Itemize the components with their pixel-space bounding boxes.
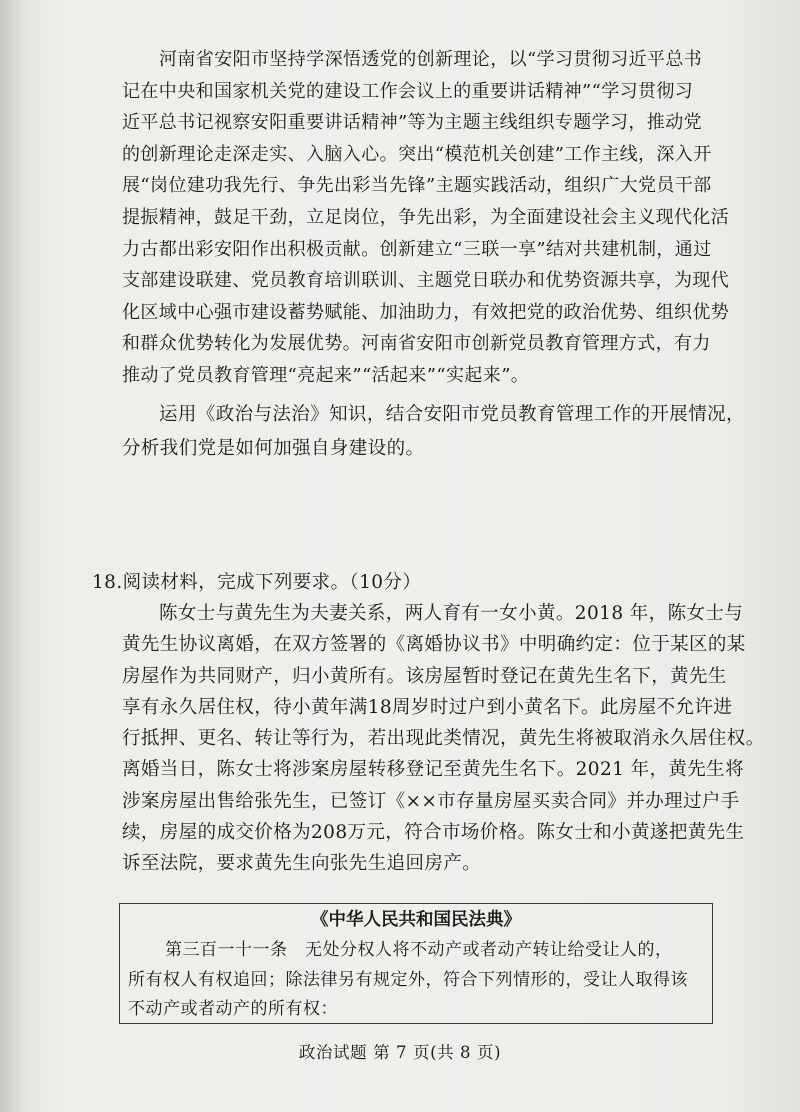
q17-material-line: 近平总书记视察安阳重要讲话精神”等为主题主线组织专题学习，推动党 bbox=[122, 112, 702, 134]
q17-material-line: 的创新理论走深走实、入脑入心。突出“模范机关创建”工作主线，深入开 bbox=[122, 143, 712, 165]
q18-material-line: 黄先生协议离婚，在双方签署的《离婚协议书》中明确约定：位于某区的某 bbox=[122, 634, 746, 656]
q18-material-line: 诉至法院，要求黄先生向张先生追回房产。 bbox=[122, 853, 482, 875]
q17-material-line: 河南省安阳市坚持学深悟透党的创新理论，以“学习贯彻习近平总书 bbox=[159, 49, 703, 70]
q17-material-line: 化区域中心强市建设蓄势赋能、加油助力，有效把党的政治优势、组织优势 bbox=[122, 301, 730, 323]
q17-material-line: 展“岗位建功我先行、争先出彩当先锋”主题实践活动，组织广大党员干部 bbox=[122, 175, 712, 197]
q18-material-line: 陈女士与黄先生为夫妻关系，两人育有一女小黄。2018 年，陈女士与 bbox=[159, 603, 744, 624]
q17-material-line: 和群众优势转化为发展优势。河南省安阳市创新党员教育管理方式，有力 bbox=[122, 333, 711, 355]
q17-material-line: 支部建设联建、党员教育培训联训、主题党日联办和优势资源共享，为现代 bbox=[122, 270, 730, 292]
q18-header: 18.阅读材料，完成下列要求。（10分） bbox=[92, 572, 422, 593]
q17-material-line: 记在中央和国家机关党的建设工作会议上的重要讲话精神”“学习贯彻习 bbox=[122, 80, 694, 102]
civil-code-text bbox=[128, 936, 688, 1025]
q17-task-line: 分析我们党是如何加强自身建设的。 bbox=[122, 438, 425, 459]
q18-material-line: 享有永久居住权，待小黄年满18周岁时过户到小黄名下。此房屋不允许进 bbox=[122, 696, 733, 718]
page-edge-shadow bbox=[0, 0, 26, 1112]
q17-material-paragraph bbox=[122, 44, 729, 392]
q18-material-line: 房屋作为共同财产，归小黄所有。该房屋暂时登记在黄先生名下，黄先生 bbox=[122, 665, 727, 687]
civil-code-line: 不动产或者动产的所有权： bbox=[128, 999, 338, 1019]
q17-material-line: 推动了党员教育管理“亮起来”“活起来”“实起来”。 bbox=[122, 364, 530, 386]
q18-material-line: 离婚当日，陈女士将涉案房屋转移登记至黄先生名下。2021 年，黄先生将 bbox=[122, 759, 744, 781]
q18-material-line: 续，房屋的成交价格为208万元，符合市场价格。陈女士和小黄遂把黄先生 bbox=[122, 822, 745, 844]
page-footer: 政治试题 第 7 页(共 8 页) bbox=[298, 1043, 502, 1062]
q17-material-line: 力古都出彩安阳作出积极贡献。创新建立“三联一享”结对共建机制，通过 bbox=[122, 238, 712, 260]
q18-material-line: 涉案房屋出售给张先生，已签订《××市存量房屋买卖合同》并办理过户手 bbox=[122, 790, 740, 812]
q17-task-line: 运用《政治与法治》知识，结合安阳市党员教育管理工作的开展情况， bbox=[159, 404, 745, 425]
civil-code-line: 第三百一十一条 无处分权人将不动产或者动产转让给受让人的， bbox=[165, 940, 673, 960]
civil-code-line: 所有权人有权追回；除法律另有规定外，符合下列情形的，受让人取得该 bbox=[128, 969, 688, 990]
civil-code-title: 《中华人民共和国民法典》 bbox=[311, 910, 521, 930]
civil-code-excerpt-box bbox=[119, 903, 713, 1024]
q18-material-line: 行抵押、更名、转让等行为，若出现此类情况，黄先生将被取消永久居住权。 bbox=[122, 728, 765, 750]
q18-material-paragraph bbox=[122, 598, 765, 880]
q17-material-line: 提振精神，鼓足干劲，立足岗位，争先出彩，为全面建设社会主义现代化活 bbox=[122, 206, 730, 228]
q17-task-paragraph bbox=[122, 398, 745, 466]
